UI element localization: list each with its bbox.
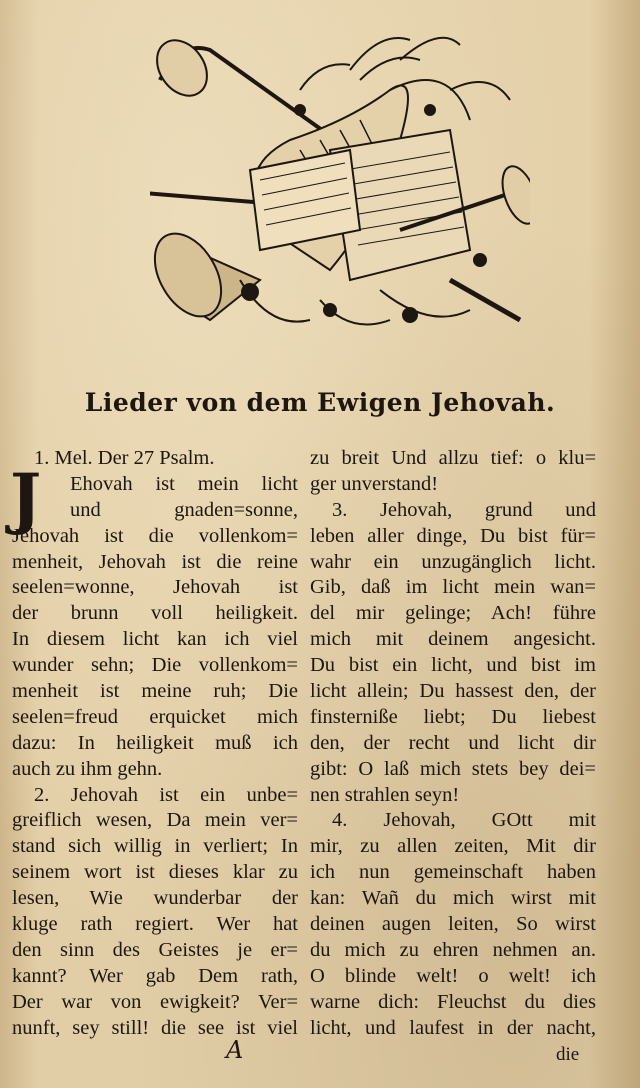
text-line: auch zu ihm gehn. [12, 757, 163, 780]
text-line: seelen=freud erquicket mich [12, 705, 298, 728]
text-line: deinen augen leiten, So wirst [310, 913, 596, 936]
text-line: der brunn voll heiligkeit. [12, 602, 298, 625]
text-line: menheit, Jehovah ist die reine [12, 550, 298, 573]
text-line: seelen=wonne, Jehovah ist [12, 576, 298, 599]
text-line: licht, und laufest in der nacht, [310, 1016, 596, 1039]
text-line: leben aller dinge, Du bist für= [310, 524, 596, 547]
text-line: del mir gelinge; Ach! führe [310, 602, 596, 625]
text-line: kannt? Wer gab Dem rath, [12, 964, 298, 987]
text-line: mir, zu allen zeiten, Mit dir [310, 835, 596, 858]
text-line: 4. Jehovah, GOtt mit [332, 809, 596, 832]
text-line: zu breit Und allzu tief: o klu= [310, 447, 596, 469]
text-line: mich mit deinem angesicht. [310, 628, 596, 651]
text-line: O blinde welt! o welt! ich [310, 964, 596, 987]
text-line: und gnaden=sonne, [70, 498, 298, 521]
hymn-heading: 1. Mel. Der 27 Psalm. [34, 447, 215, 469]
text-line: wahr ein unzugänglich licht. [310, 550, 596, 573]
text-line: den sinn des Geistes je er= [12, 938, 298, 961]
text-line: kluge rath regiert. Wer hat [12, 913, 298, 936]
catchword: die [556, 1044, 580, 1065]
signature-mark: A [226, 1036, 244, 1064]
right-column [310, 446, 596, 1041]
text-line: warne dich: Fleuchst du dies [310, 990, 596, 1013]
text-line: seinem wort ist dieses klar zu [12, 861, 298, 884]
text-line: lesen, Wie wunderbar der [12, 887, 298, 910]
text-line: Ehovah ist mein licht [70, 472, 298, 495]
text-line: Gib, daß im licht mein wan= [310, 576, 596, 599]
text-line: ger unverstand! [310, 472, 439, 495]
left-column [12, 446, 298, 1041]
text-line: ich nun gemeinschaft haben [310, 861, 596, 884]
text-line: du mich zu ehren nehmen an. [310, 938, 596, 961]
text-line: wunder sehn; Die vollenkom= [12, 654, 298, 677]
text-line: In diesem licht kan ich viel [12, 628, 298, 651]
text-line: Du bist ein licht, und bist im [310, 654, 596, 677]
text-line: dazu: In heiligkeit muß ich [12, 731, 298, 754]
text-line: finsterniße liebt; Du liebest [310, 705, 596, 728]
text-line: nen strahlen seyn! [310, 783, 460, 806]
text-line: den, der recht und licht dir [310, 731, 596, 754]
musical-instruments-ornament [150, 30, 530, 340]
text-line: greiflich wesen, Da mein ver= [12, 809, 298, 832]
text-line: Jehovah ist die vollenkom= [12, 524, 298, 547]
text-line: menheit ist meine ruh; Die [12, 680, 298, 703]
text-line: 3. Jehovah, grund und [332, 498, 596, 521]
text-line: gibt: O laß mich stets bey dei= [310, 757, 596, 780]
drop-cap: J [10, 458, 42, 537]
text-line: licht allein; Du hassest den, der [310, 680, 596, 703]
text-line: Der war von ewigkeit? Ver= [12, 990, 298, 1013]
text-line: 2. Jehovah ist ein unbe= [34, 783, 298, 806]
text-line: nunft, sey still! die see ist viel [12, 1016, 298, 1039]
text-line: stand sich willig in verliert; In [12, 835, 298, 858]
text-line: kan: Wañ du mich wirst mit [310, 887, 596, 910]
page-title: Lieder von dem Ewigen Jehovah. [84, 388, 556, 417]
